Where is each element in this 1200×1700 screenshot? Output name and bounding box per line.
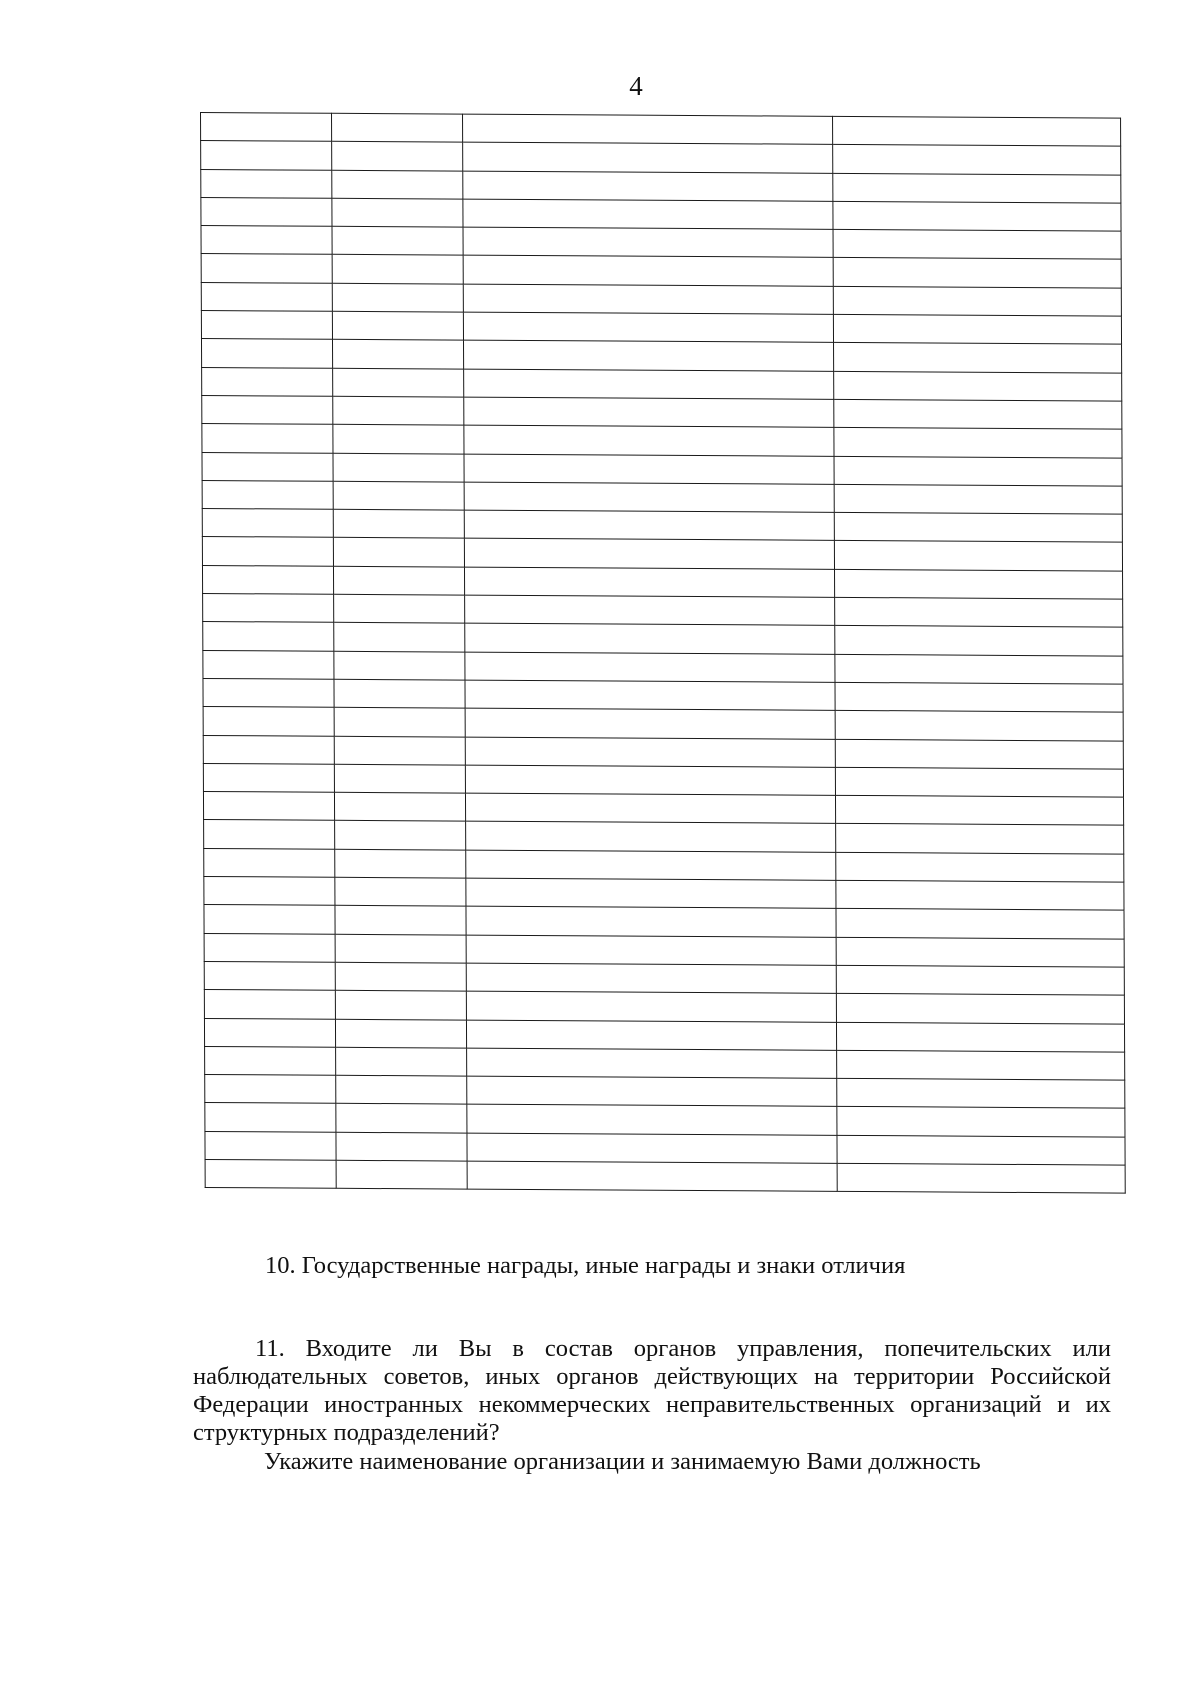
table-cell (834, 513, 1122, 543)
table-cell (466, 1020, 836, 1051)
table-cell (335, 849, 466, 878)
table-cell (202, 367, 333, 396)
table-cell (835, 626, 1123, 656)
table-cell (835, 682, 1123, 712)
table-cell (463, 171, 833, 202)
table-cell (833, 230, 1121, 260)
table-cell (833, 173, 1121, 203)
table-cell (204, 933, 335, 962)
table-cell (834, 399, 1122, 429)
page-number: 4 (629, 71, 643, 101)
table-cell (833, 201, 1121, 231)
table-cell (203, 792, 334, 821)
table-cell (467, 1161, 837, 1192)
table-cell (836, 824, 1124, 854)
table-cell (332, 170, 463, 199)
table-cell (203, 707, 334, 736)
table-cell (334, 623, 465, 652)
section-11-prompt: Укажите наименование организации и занимаемую Вами должность (264, 1448, 981, 1475)
table-cell (203, 594, 334, 623)
table-cell (332, 340, 463, 369)
table-cell (204, 848, 335, 877)
table-cell (335, 821, 466, 850)
table-cell (202, 537, 333, 566)
table-cell (467, 1076, 837, 1107)
table-cell (836, 965, 1124, 995)
table-cell (204, 990, 335, 1019)
table-cell (836, 994, 1124, 1024)
table-cell (201, 169, 332, 198)
table-cell (203, 678, 334, 707)
table-cell (335, 877, 466, 906)
table-cell (202, 565, 333, 594)
table-cell (837, 1078, 1125, 1108)
table-cell (465, 737, 835, 768)
table-cell (835, 795, 1123, 825)
section-10-text: 10. Государственные награды, иные награды и знаки отличия (265, 1252, 906, 1279)
table-cell (834, 428, 1122, 458)
table-cell (463, 199, 833, 230)
table-cell (833, 145, 1121, 175)
table-cell (203, 735, 334, 764)
table-cell (837, 1163, 1125, 1193)
table-cell (837, 1135, 1125, 1165)
blank-table-body (201, 113, 1126, 1194)
table-cell (465, 765, 835, 796)
table-cell (333, 368, 464, 397)
table-cell (202, 395, 333, 424)
table-cell (463, 114, 833, 145)
table-cell (333, 396, 464, 425)
table-cell (334, 764, 465, 793)
table-cell (201, 197, 332, 226)
blank-table (200, 112, 1126, 1194)
table-cell (833, 286, 1121, 316)
table-cell (333, 509, 464, 538)
table-cell (201, 141, 332, 170)
table-cell (467, 1133, 837, 1164)
table-cell (834, 541, 1122, 571)
table-cell (835, 767, 1123, 797)
table-cell (466, 906, 836, 937)
table-cell (204, 1018, 335, 1047)
table-cell (465, 708, 835, 739)
table-cell (333, 566, 464, 595)
table-cell (202, 452, 333, 481)
table-cell (332, 142, 463, 171)
table-cell (204, 961, 335, 990)
table-cell (334, 679, 465, 708)
table-cell (205, 1103, 336, 1132)
table-cell (204, 820, 335, 849)
table-cell (465, 793, 835, 824)
table-cell (333, 481, 464, 510)
table-cell (203, 763, 334, 792)
table-cell (335, 906, 466, 935)
table-cell (202, 424, 333, 453)
table-cell (332, 311, 463, 340)
table-cell (205, 1131, 336, 1160)
table-cell (201, 339, 332, 368)
table-cell (202, 509, 333, 538)
table-cell (466, 850, 836, 881)
table-cell (333, 453, 464, 482)
table-cell (463, 227, 833, 258)
table-cell (833, 258, 1121, 288)
table-cell (465, 595, 835, 626)
table-cell (335, 934, 466, 963)
table-cell (334, 736, 465, 765)
table-row (205, 1159, 1125, 1193)
table-cell (835, 597, 1123, 627)
blank-table-container (200, 112, 1125, 1194)
table-cell (836, 852, 1124, 882)
table-cell (334, 792, 465, 821)
table-cell (464, 397, 834, 428)
table-cell (202, 480, 333, 509)
section-11-question: 11. Входите ли Вы в состав органов управления, попечительских или наблюдательных советов, иных органов действующих на территории Российской Федерации иностранных некоммерческих неправительственных организаций и их структурных подразделений? (193, 1335, 1111, 1446)
table-cell (836, 1022, 1124, 1052)
table-cell (464, 510, 834, 541)
table-cell (464, 369, 834, 400)
table-cell (203, 650, 334, 679)
table-cell (332, 198, 463, 227)
table-cell (463, 284, 833, 315)
table-cell (836, 880, 1124, 910)
table-cell (835, 739, 1123, 769)
table-cell (201, 254, 332, 283)
table-cell (464, 340, 834, 371)
table-cell (466, 878, 836, 909)
table-cell (204, 877, 335, 906)
table-cell (334, 651, 465, 680)
table-cell (835, 654, 1123, 684)
table-cell (334, 708, 465, 737)
table-cell (837, 1107, 1125, 1137)
table-cell (334, 594, 465, 623)
table-cell (837, 1050, 1125, 1080)
table-cell (336, 1075, 467, 1104)
table-cell (205, 1046, 336, 1075)
table-cell (834, 456, 1122, 486)
table-cell (834, 371, 1122, 401)
table-cell (836, 909, 1124, 939)
table-cell (466, 991, 836, 1022)
table-cell (332, 283, 463, 312)
table-cell (205, 1159, 336, 1188)
table-cell (333, 538, 464, 567)
table-cell (464, 482, 834, 513)
table-cell (205, 1075, 336, 1104)
table-cell (336, 1132, 467, 1161)
table-cell (335, 990, 466, 1019)
table-cell (332, 255, 463, 284)
table-cell (335, 1019, 466, 1048)
table-cell (332, 113, 463, 142)
table-cell (836, 937, 1124, 967)
table-cell (834, 484, 1122, 514)
table-cell (464, 454, 834, 485)
table-cell (834, 343, 1122, 373)
table-cell (201, 282, 332, 311)
table-cell (332, 226, 463, 255)
table-cell (466, 822, 836, 853)
table-cell (463, 312, 833, 343)
table-cell (333, 425, 464, 454)
table-cell (464, 425, 834, 456)
table-cell (465, 680, 835, 711)
table-cell (201, 311, 332, 340)
table-cell (463, 256, 833, 287)
table-cell (336, 1160, 467, 1189)
table-cell (466, 935, 836, 966)
table-cell (336, 1104, 467, 1133)
table-cell (464, 539, 834, 570)
table-cell (467, 1048, 837, 1079)
table-cell (335, 962, 466, 991)
table-cell (835, 569, 1123, 599)
table-cell (463, 142, 833, 173)
table-cell (204, 905, 335, 934)
table-cell (465, 623, 835, 654)
table-cell (833, 314, 1121, 344)
table-cell (201, 226, 332, 255)
table-cell (835, 711, 1123, 741)
table-cell (464, 567, 834, 598)
table-cell (466, 963, 836, 994)
table-cell (336, 1047, 467, 1076)
table-cell (465, 652, 835, 683)
table-cell (467, 1104, 837, 1135)
table-cell (203, 622, 334, 651)
table-cell (201, 113, 332, 142)
table-cell (833, 116, 1121, 146)
